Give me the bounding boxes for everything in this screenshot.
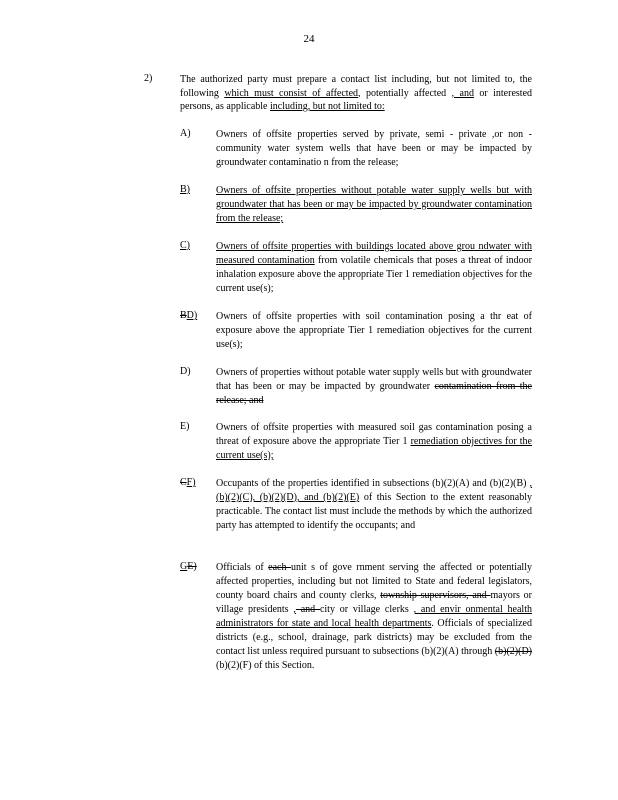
text-segment: Owners of offsite properties without potable water supply wells but with groundwater that has been or may be impacted by groundwater contamination from the release;	[216, 185, 532, 224]
subsection-label-d-groundwater	[180, 366, 191, 377]
label-segment: B)	[180, 184, 190, 195]
subsection-text-d-groundwater	[216, 366, 532, 408]
page-number: 24	[303, 33, 315, 45]
text-segment: , (b)(2)(C), (b)(2)(D), and (b)(2)(E)	[216, 478, 532, 503]
label-segment: D)	[180, 366, 191, 377]
text-segment: Owners of offsite properties with soil contamination posing a thr eat of exposure above the appropriate Tier 1 remediation objectives for the current use(s);	[216, 311, 532, 350]
text-segment: . Officials of specialized districts (e.g., school, drainage, park districts) may be excluded from the contact list unless required pursuant to subsections (b)(2)(A) through	[216, 618, 532, 657]
intro-segment: , and	[451, 87, 474, 99]
subsection-label-g	[180, 561, 197, 572]
intro-segment: which must consist of affected,	[224, 87, 361, 99]
subsection-label-d-soil	[180, 310, 197, 321]
label-segment: B	[180, 310, 187, 321]
text-segment: of this Section to the extent reasonably practicable. The contact list must include the methods by which the authorized party has attempted to identify the occupants; and	[216, 492, 532, 531]
item-intro-paragraph	[180, 73, 532, 114]
subsection-text-e	[216, 421, 532, 463]
text-segment: ,	[293, 604, 296, 615]
text-segment: city or village clerks	[319, 604, 414, 615]
text-segment: unit s of gove rnment serving the affected or potentially affected properties, including but not limited to State and federal legislators, county board chairs and county clerks,	[216, 562, 532, 601]
subsection-text-c	[216, 240, 532, 296]
subsection-label-f	[180, 477, 196, 488]
intro-segment: including, but not limited to:	[269, 101, 385, 112]
text-segment: each	[268, 562, 292, 573]
item-number: 2)	[144, 73, 153, 84]
label-segment: F)	[186, 477, 196, 488]
label-segment: C)	[180, 240, 190, 251]
text-segment: remediation objectives for the current use(s);	[216, 436, 532, 461]
label-segment: C	[180, 477, 187, 488]
text-segment: Occupants of the properties identified in subsections (b)(2)(A) and (b)(2)(B)	[216, 478, 530, 489]
subsection-text-g	[216, 561, 532, 673]
text-segment: and	[295, 604, 320, 615]
intro-segment: potentially affected	[360, 87, 452, 99]
label-segment: D)	[186, 310, 198, 321]
text-segment: Owners of properties without potable water supply wells but with groundwater that has been or may be impacted by groundwater	[216, 367, 532, 392]
subsection-text-f	[216, 477, 532, 533]
label-segment: G	[180, 561, 188, 572]
text-segment: Owners of offsite properties with measured soil gas contamination posing a threat of exposure above the appropriate Tier 1	[216, 422, 532, 447]
text-segment: Officials of	[216, 562, 269, 573]
label-segment: E)	[180, 421, 190, 432]
subsection-label-c	[180, 240, 190, 251]
subsection-text-b	[216, 184, 532, 226]
label-segment: E)	[187, 561, 197, 572]
subsection-label-a	[180, 128, 191, 139]
text-segment: , and envir onmental health administrators for state and local health departments	[216, 604, 532, 629]
text-segment: (b)(2)(F) of this Section.	[216, 660, 315, 671]
subsection-text-d-soil	[216, 310, 532, 352]
subsection-label-b	[180, 184, 190, 195]
text-segment: contamination from the release; and	[216, 381, 532, 406]
text-segment: township supervisors, and	[380, 590, 491, 601]
text-segment: from volatile chemicals that poses a threat of indoor inhalation exposure above the appropriate Tier 1 remediation objectives for the current use(s);	[216, 255, 533, 294]
text-segment: mayors or village presidents	[216, 590, 532, 615]
text-segment: (b)(2)(D)	[494, 646, 532, 657]
label-segment: A)	[180, 128, 191, 139]
intro-segment: or interested persons, as applicable	[180, 87, 533, 112]
subsection-text-a	[216, 128, 532, 170]
text-segment: Owners of offsite properties served by private, semi - private ,or non -community water system wells that have been or may be impacted by groundwater contaminatio n from the release;	[216, 129, 532, 168]
intro-segment: The authorized party must prepare a contact list including, but not limited to, the following	[180, 74, 532, 99]
subsection-label-e	[180, 421, 189, 432]
text-segment: Owners of offsite properties with buildings located above grou ndwater with measured contamination	[216, 241, 532, 266]
